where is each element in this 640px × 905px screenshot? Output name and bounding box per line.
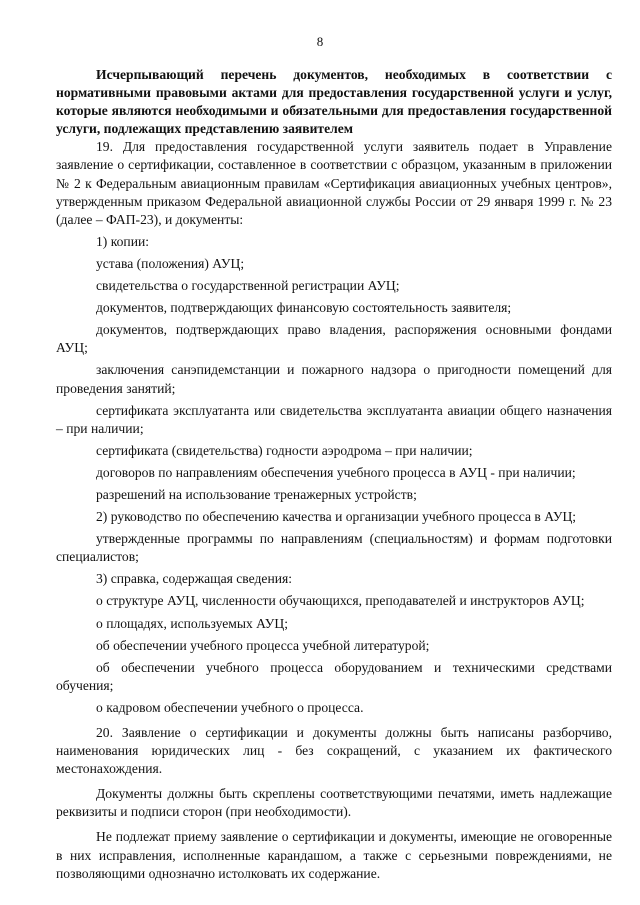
list-item-certificate-info: 3) справка, содержащая сведения: [96,571,293,587]
list-item-contracts: договоров по направлениям обеспечения учебного процесса в АУЦ - при наличии; [96,464,576,480]
list-item-equipment: об обеспечении учебного процесса оборудованием и техническими средствами обучения; [56,659,612,693]
list-item-ownership: документов, подтверждающих право владения, распоряжения основными фондами АУЦ; [56,322,612,356]
section-heading: Исчерпывающий перечень документов, необходимых в соответствии с нормативными правовыми актами для предоставления государственной услуги и услуг, которые являются необходимыми и обязательными для предоставления государственной услуги, подлежащих представлению заявителем [56,67,612,137]
document-body [56,66,612,883]
list-item-premises: о площадях, используемых АУЦ; [96,615,289,631]
list-item-charter: устава (положения) АУЦ; [96,255,245,271]
list-item-registration: свидетельства о государственной регистрации АУЦ; [96,278,400,294]
list-item-copies: 1) копии: [96,233,150,249]
page-number: 8 [316,34,324,49]
list-item-operator-cert: сертификата эксплуатанта или свидетельства эксплуатанта авиации общего назначения – при наличии; [56,402,612,436]
list-item-financial: документов, подтверждающих финансовую состоятельность заявителя; [96,300,512,316]
list-item-staffing: о кадровом обеспечении учебного о процесса. [96,699,364,715]
list-item-programs: утвержденные программы по направлениям (специальностям) и формам подготовки специалистов; [56,531,612,565]
list-item-simulators: разрешений на использование тренажерных устройств; [96,486,417,502]
list-item-sanitary: заключения санэпидемстанции и пожарного надзора о пригодности помещений для проведения занятий; [56,362,612,396]
paragraph-19: 19. Для предоставления государственной услуги заявитель подает в Управление заявление о сертификации, составленное в соответствии с образцом, указанным в приложении № 2 к Федеральным авиационным правилам «Сертификация авиационных учебных центров», утвержденным приказом Федеральной авиационной службы России от 29 января 1999 г. № 23 (далее – ФАП-23), и документы: [56,139,612,227]
paragraph-20: 20. Заявление о сертификации и документы должны быть написаны разборчиво, наименования юридических лиц - без сокращений, с указанием их фактического местонахождения. [56,725,612,777]
list-item-structure: о структуре АУЦ, численности обучающихся, преподавателей и инструкторов АУЦ; [96,593,585,609]
list-item-aerodrome-cert: сертификата (свидетельства) годности аэродрома – при наличии; [96,442,473,458]
paragraph-seals: Документы должны быть скреплены соответствующими печатями, иметь надлежащие реквизиты и подписи сторон (при необходимости). [56,786,612,820]
paragraph-rejection: Не подлежат приему заявление о сертификации и документы, имеющие не оговоренные в них исправления, исполненные карандашом, а также с серьезными повреждениями, не позволяющими однозначно истолковать их содержание. [56,829,612,881]
list-item-quality-manual: 2) руководство по обеспечению качества и организации учебного процесса в АУЦ; [96,509,577,525]
list-item-literature: об обеспечении учебного процесса учебной литературой; [96,637,430,653]
